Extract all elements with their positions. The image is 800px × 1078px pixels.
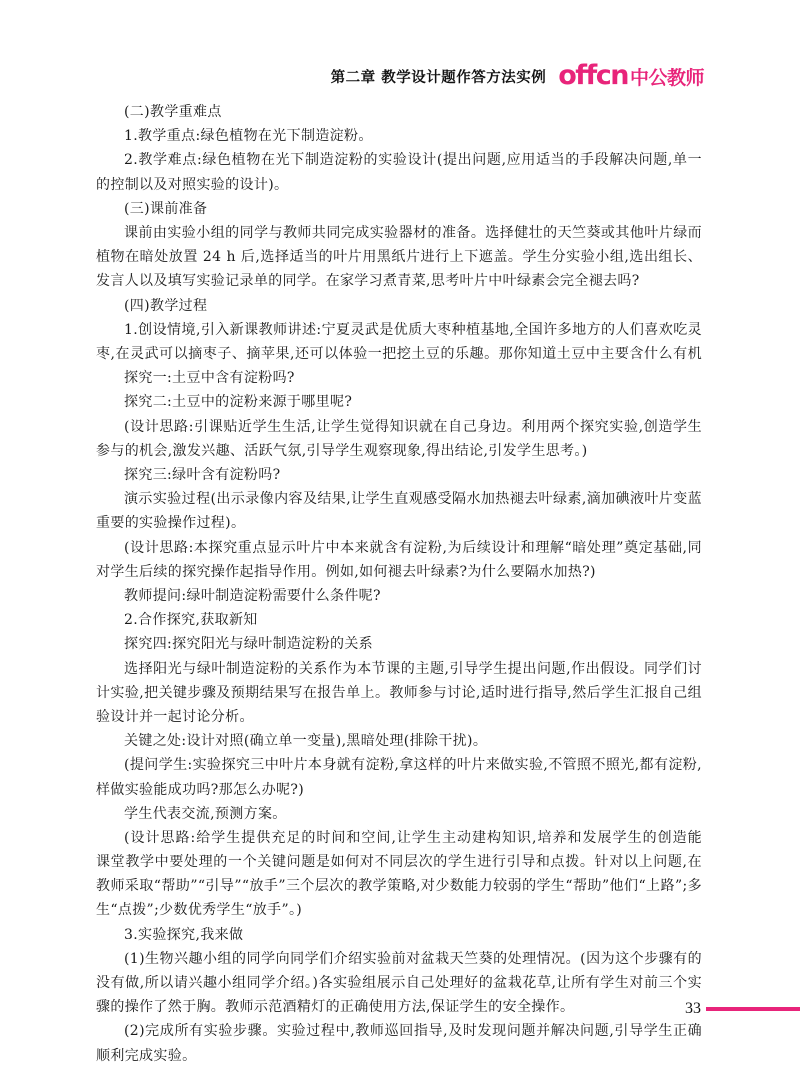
text-line: (设计思路:给学生提供充足的时间和空间,让学生主动建构知识,培养和发展学生的创造能 [124,829,702,846]
text-line: 植物在暗处放置 24 h 后,选择适当的叶片用黑纸片进行上下遮盖。学生分实验小组,选出组长、 [96,249,702,266]
text-line: 计实验,把关键步骤及预期结果写在报告单上。教师参与讨论,适时进行指导,然后学生汇报自己组 [96,684,702,701]
text-line: (设计思路:本探究重点显示叶片中本来就含有淀粉,为后续设计和理解“暗处理”奠定基础,同 [124,539,702,556]
text-line: 课堂教学中要处理的一个关键问题是如何对不同层次的学生进行引导和点拨。针对以上问题,在 [96,854,702,871]
text-line: 演示实验过程(出示录像内容及结果,让学生直观感受隔水加热褪去叶绿素,滴加碘液叶片变蓝 [124,491,702,508]
page-number-accent-bar [706,1007,800,1011]
text-line: 探究一:土豆中含有淀粉吗? [124,370,295,387]
text-line: 选择阳光与绿叶制造淀粉的关系作为本节课的主题,引导学生提出问题,作出假设。同学们讨 [124,660,702,677]
text-line: 参与的机会,激发兴趣、活跃气氛,引导学生观察现象,得出结论,引发学生思考。) [96,442,588,459]
offcn-logo [558,62,704,90]
text-line: 1.创设情境,引入新课教师讲述:宁夏灵武是优质大枣种植基地,全国许多地方的人们喜欢吃灵 [124,321,702,338]
text-line: 生“点拨”;少数优秀学生“放手”。) [96,902,303,919]
text-line: 样做实验能成功吗?那怎么办呢?) [96,781,305,798]
logo-chinese-text: 中公教师 [629,67,704,89]
text-line: 1.教学重点:绿色植物在光下制造淀粉。 [124,128,373,145]
chapter-title: 第二章 教学设计题作答方法实例 [330,68,547,86]
text-line: (提问学生:实验探究三中叶片本身就有淀粉,拿这样的叶片来做实验,不管照不照光,都有淀粉, [124,757,702,774]
running-header [331,62,704,90]
text-line: 2.合作探究,获取新知 [124,612,258,629]
text-line: (三)课前准备 [124,200,208,217]
text-line: 探究三:绿叶含有淀粉吗? [124,466,281,483]
text-line: (1)生物兴趣小组的同学向同学们介绍实验前对盆栽天竺葵的处理情况。(因为这个步骤有的 [124,950,702,967]
text-line: 2.教学难点:绿色植物在光下制造淀粉的实验设计(提出问题,应用适当的手段解决问题,单一 [124,152,702,169]
page-number: 33 [685,1000,701,1017]
text-line: 验设计并一起讨论分析。 [96,708,254,725]
text-line: 没有做,所以请兴趣小组同学介绍。)各实验组展示自己处理好的盆栽花草,让所有学生对前三个实 [96,975,702,992]
text-line: 枣,在灵武可以摘枣子、摘苹果,还可以体验一把挖土豆的乐趣。那你知道土豆中主要含什么有机 [96,345,702,362]
text-line: 重要的实验操作过程)。 [96,515,246,532]
text-line: 探究二:土豆中的淀粉来源于哪里呢? [124,394,353,411]
text-line: (2)完成所有实验步骤。实验过程中,教师巡回指导,及时发现问题并解决问题,引导学生正确 [124,1023,702,1040]
text-line: 骤的操作了然于胸。教师示范酒精灯的正确使用方法,保证学生的安全操作。 [96,999,575,1016]
text-line: 课前由实验小组的同学与教师共同完成实验器材的准备。选择健壮的天竺葵或其他叶片绿而 [124,225,702,241]
text-line: 关键之处:设计对照(确立单一变量),黑暗处理(排除干扰)。 [124,733,488,750]
text-line: 3.实验探究,我来做 [124,926,244,943]
text-line: (二)教学重难点 [124,104,222,120]
text-line: 对学生后续的探究操作起指导作用。例如,如何褪去叶绿素?为什么要隔水加热?) [96,563,596,580]
logo-wordmark: offcn [558,60,628,91]
text-line: 顺利完成实验。 [96,1047,197,1064]
text-line: 教师采取“帮助”“引导”“放手”三个层次的教学策略,对少数能力较弱的学生“帮助”他们“上路”;多 [96,878,702,895]
text-line: (四)教学过程 [124,297,208,314]
body-text [96,100,702,1068]
text-line: 教师提问:绿叶制造淀粉需要什么条件呢? [124,587,381,604]
text-line: 发言人以及填写实验记录单的同学。在家学习煮青菜,思考叶片中叶绿素会完全褪去吗? [96,273,640,290]
text-line: (设计思路:引课贴近学生生活,让学生觉得知识就在自己身边。利用两个探究实验,创造学生 [124,418,702,435]
text-line: 探究四:探究阳光与绿叶制造淀粉的关系 [124,636,374,653]
text-line: 的控制以及对照实验的设计)。 [96,176,289,193]
text-line: 学生代表交流,预测方案。 [124,805,287,822]
